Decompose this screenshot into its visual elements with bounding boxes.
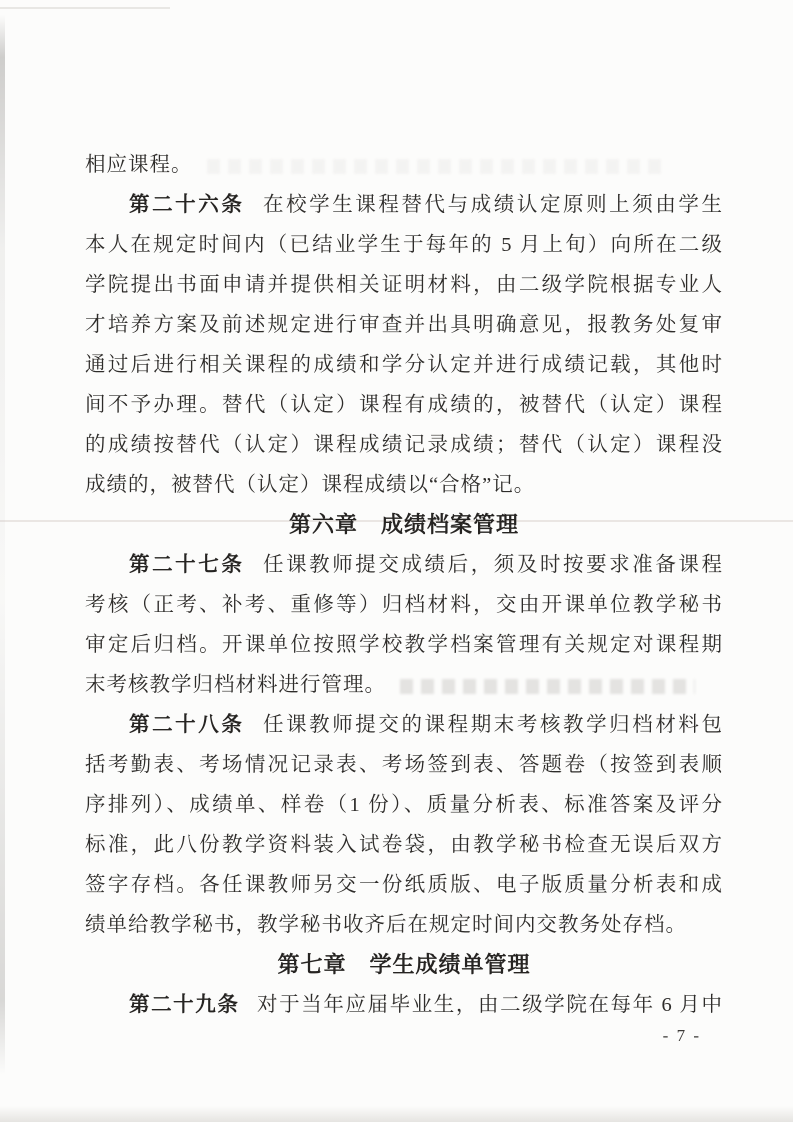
document-body: [85, 145, 723, 1025]
text-line: 括考勤表、考场情况记录表、考场签到表、答题卷（按签到表顺: [85, 754, 723, 776]
text-line: 学院提出书面申请并提供相关证明材料，由二级学院根据专业人: [85, 274, 723, 296]
line-text: 在校学生课程替代与成绩认定原则上须由学生: [261, 194, 724, 216]
text-line: 绩单给教学秘书，教学秘书收齐后在规定时间内交教务处存档。: [85, 914, 687, 936]
line-text: 对于当年应届毕业生，由二级学院在每年 6 月中: [256, 994, 724, 1016]
article-number: 第二十六条: [129, 193, 245, 216]
article-number: 第二十八条: [129, 713, 245, 736]
text-line: 考核（正考、补考、重修等）归档材料，交由开课单位教学秘书: [85, 594, 723, 616]
article-number: 第二十九条: [129, 993, 240, 1016]
text-line: 序排列）、成绩单、样卷（1 份）、质量分析表、标准答案及评分: [85, 794, 723, 816]
ink-bleed-ghost: [400, 679, 695, 694]
text-line: 审定后归档。开课单位按照学校教学档案管理有关规定对课程期: [85, 634, 723, 656]
text-line: 标准，此八份教学资料装入试卷袋，由教学秘书检查无误后双方: [85, 834, 723, 856]
scan-edge-left: [0, 15, 5, 1075]
text-line: 间不予办理。替代（认定）课程有成绩的，被替代（认定）课程: [85, 394, 723, 416]
text-line: 通过后进行相关课程的成绩和学分认定并进行成绩记载，其他时: [85, 354, 723, 376]
text-line: 相应课程。: [85, 145, 723, 185]
page-number: - 7 -: [662, 1026, 701, 1045]
line-text: 任课教师提交成绩后，须及时按要求准备课程: [261, 554, 724, 576]
text-line: 的成绩按替代（认定）课程成绩记录成绩；替代（认定）课程没: [85, 434, 723, 456]
paragraph-first-line: [85, 985, 723, 1025]
text-line: 签字存档。各任课教师另交一份纸质版、电子版质量分析表和成: [85, 874, 723, 896]
paragraph-first-line: [85, 705, 723, 745]
paragraph-first-line: [85, 545, 723, 585]
ink-bleed-ghost: [207, 159, 667, 174]
paragraph-first-line: [85, 185, 723, 225]
section-heading: 第七章 学生成绩单管理: [277, 952, 531, 977]
text-line: 本人在规定时间内（已结业学生于每年的 5 月上旬）向所在二级: [85, 234, 723, 256]
line-text: 任课教师提交的课程期末考核教学归档材料包: [261, 714, 724, 736]
section-heading: 第六章 成绩档案管理: [288, 512, 519, 537]
text-line: 成绩的，被替代（认定）课程成绩以“合格”记。: [85, 474, 536, 496]
scan-edge-top: [0, 7, 170, 9]
text-line: 才培养方案及前述规定进行审查并出具明确意见，报教务处复审: [85, 314, 723, 336]
text-line: 末考核教学归档材料进行管理。: [85, 665, 723, 705]
article-number: 第二十七条: [129, 553, 245, 576]
scan-edge-bottom: [0, 1106, 793, 1122]
